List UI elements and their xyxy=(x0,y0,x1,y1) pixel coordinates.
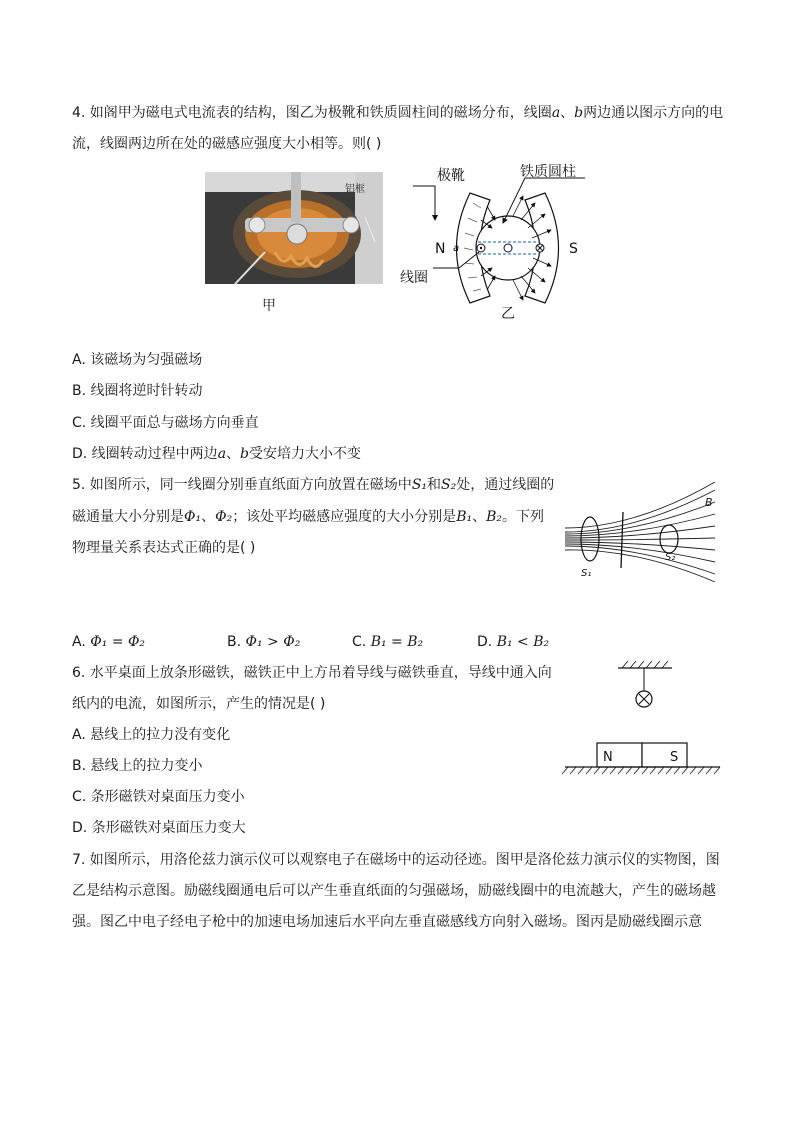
q7-line2: 乙是结构示意图。励磁线圈通电后可以产生垂直纸面的匀强磁场，励磁线圈中的电流越大，产生的磁场越 xyxy=(72,883,716,899)
q7-line1: 7. 如图所示，用洛伦兹力演示仪可以观察电子在磁场中的运动径迹。图甲是洛伦兹力演示仪的实物图，图 xyxy=(72,852,720,868)
figure-q5-field-lines xyxy=(565,482,720,582)
label-south: S xyxy=(569,241,578,257)
label-north: N xyxy=(435,241,446,257)
q5-line3: 物理量关系表达式正确的是( ) xyxy=(72,540,256,556)
q4-option-d: D. 线圈转动过程中两边a、b受安培力大小不变 xyxy=(72,446,362,462)
figure-q6-wire-magnet xyxy=(560,660,725,778)
label-b-field: B xyxy=(705,496,713,509)
q5-option-d: D. B₁ < B₂ xyxy=(477,634,550,650)
magnet-north-label: N xyxy=(603,750,613,765)
q4-line2: 流，线圈两边所在处的磁感应强度大小相等。则( ) xyxy=(72,136,382,152)
q5-option-b: B. Φ₁ > Φ₂ xyxy=(227,634,301,650)
label-pole-shoe: 极靴 xyxy=(437,168,465,184)
q6-option-a: A. 悬线上的拉力没有变化 xyxy=(72,727,231,743)
q7-line3: 强。图乙中电子经电子枪中的加速电场加速后水平向左垂直磁感线方向射入磁场。图丙是励磁线圈示意 xyxy=(72,914,702,930)
figure-yi-field-diagram xyxy=(395,158,610,323)
label-iron-cylinder: 铁质圆柱 xyxy=(520,164,576,180)
fig-jia-caption: 甲 xyxy=(262,298,276,314)
q4-line1: 4. 如阁甲为磁电式电流表的结构，图乙为极靴和铁质圆柱间的磁场分布，线圈a、b两边通以图示方向的电 xyxy=(72,105,724,121)
q4-option-b: B. 线圈将逆时针转动 xyxy=(72,383,203,399)
label-s1: S₁ xyxy=(581,568,592,579)
q6-option-b: B. 悬线上的拉力变小 xyxy=(72,758,203,774)
q5-option-c: C. B₁ = B₂ xyxy=(352,634,424,650)
q6-line2: 纸内的电流，如图所示，产生的情况是( ) xyxy=(72,696,326,712)
label-aluminum-frame: 铝框 xyxy=(345,184,365,195)
q6-option-c: C. 条形磁铁对桌面压力变小 xyxy=(72,789,245,805)
q5-line2: 磁通量大小分别是Φ₁、Φ₂；该处平均磁感应强度的大小分别是B₁、B₂。下列 xyxy=(72,509,544,525)
label-coil: 线圈 xyxy=(400,270,428,286)
q6-option-d: D. 条形磁铁对桌面压力变大 xyxy=(72,820,246,836)
q4-option-a: A. 该磁场为匀强磁场 xyxy=(72,352,203,368)
label-s2: S₂ xyxy=(665,552,676,563)
q5-option-a: A. Φ₁ = Φ₂ xyxy=(72,634,146,650)
magnet-south-label: S xyxy=(670,750,679,765)
q4-option-c: C. 线圈平面总与磁场方向垂直 xyxy=(72,415,259,431)
q5-line1: 5. 如图所示，同一线圈分别垂直纸面方向放置在磁场中S₁和S₂处，通过线圈的 xyxy=(72,477,555,493)
galvanometer-photo xyxy=(205,172,383,284)
q6-line1: 6. 水平桌面上放条形磁铁，磁铁正中上方吊着导线与磁铁垂直，导线中通入向 xyxy=(72,665,552,681)
label-a: a xyxy=(453,243,460,254)
fig-yi-caption: 乙 xyxy=(501,306,515,322)
